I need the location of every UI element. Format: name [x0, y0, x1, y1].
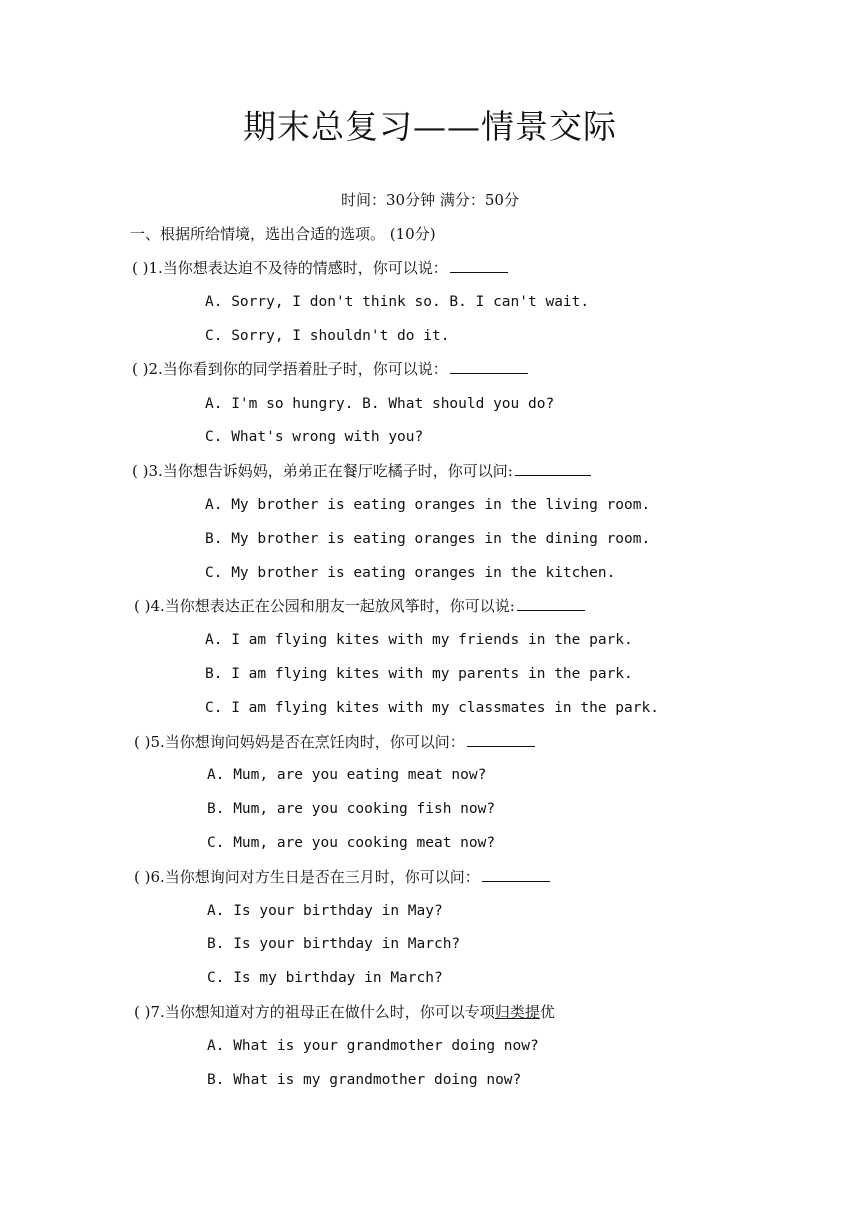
answer-blank: [450, 358, 528, 374]
option-line: A. What is your grandmother doing now?: [207, 1038, 539, 1054]
exam-info: 时间：30分钟 满分：50分: [341, 191, 519, 209]
underlined-text: 归类提: [494, 1003, 540, 1021]
option-line: C. Mum, are you cooking meat now?: [207, 835, 496, 851]
option-line: B. Mum, are you cooking fish now?: [207, 801, 496, 817]
option-line: C. I am flying kites with my classmates in the park.: [205, 700, 659, 716]
option-line: B. My brother is eating oranges in the dining room.: [205, 531, 651, 547]
option-line: C. Sorry, I shouldn't do it.: [205, 328, 450, 344]
option-line: A. I am flying kites with my friends in the park.: [205, 632, 633, 648]
answer-blank: [467, 731, 535, 747]
option-line: A. Mum, are you eating meat now?: [207, 767, 487, 783]
question-3: [132, 459, 591, 483]
question-stem: 3.当你想告诉妈妈，弟弟正在餐厅吃橘子时，你可以问:: [148, 462, 513, 480]
question-7: [134, 1000, 555, 1024]
question-1: [132, 256, 508, 280]
question-5: [134, 730, 535, 754]
answer-blank: [482, 866, 550, 882]
option-line: A. My brother is eating oranges in the living room.: [205, 497, 651, 513]
option-line: A. I'm so hungry. B. What should you do?: [205, 396, 555, 412]
option-line: A. Sorry, I don't think so. B. I can't wait.: [205, 294, 590, 310]
question-2: [132, 357, 528, 381]
option-line: B. Is your birthday in March?: [207, 936, 461, 952]
option-line: A. Is your birthday in May?: [207, 903, 443, 919]
question-stem: 1.当你想表达迫不及待的情感时，你可以说：: [148, 259, 448, 277]
question-stem-end: 优: [539, 1003, 555, 1021]
answer-paren: ( ): [134, 733, 151, 751]
answer-blank: [517, 595, 585, 611]
page-title: 期末总复习——情景交际: [243, 107, 617, 146]
answer-paren: ( ): [134, 868, 151, 886]
question-stem: 6.当你想询问对方生日是否在三月时，你可以问：: [150, 868, 480, 886]
answer-paren: ( ): [132, 259, 149, 277]
option-line: C. My brother is eating oranges in the kitchen.: [205, 565, 616, 581]
question-stem: 4.当你想表达正在公园和朋友一起放风筝时，你可以说:: [150, 597, 515, 615]
question-stem: 7.当你想知道对方的祖母正在做什么时，你可以专项: [150, 1003, 495, 1021]
answer-blank: [450, 257, 508, 273]
answer-blank: [515, 460, 591, 476]
option-line: C. Is my birthday in March?: [207, 970, 443, 986]
answer-paren: ( ): [134, 1003, 151, 1021]
answer-paren: ( ): [132, 462, 149, 480]
section-heading: 一、根据所给情境，选出合适的选项。 (10分): [130, 225, 436, 243]
answer-paren: ( ): [134, 597, 151, 615]
option-line: B. What is my grandmother doing now?: [207, 1072, 522, 1088]
option-line: C. What's wrong with you?: [205, 429, 424, 445]
question-stem: 2.当你看到你的同学捂着肚子时，你可以说：: [148, 360, 448, 378]
question-stem: 5.当你想询问妈妈是否在烹饪肉时，你可以问：: [150, 733, 465, 751]
option-line: B. I am flying kites with my parents in the park.: [205, 666, 633, 682]
question-6: [134, 865, 550, 889]
answer-paren: ( ): [132, 360, 149, 378]
question-4: [134, 594, 585, 618]
